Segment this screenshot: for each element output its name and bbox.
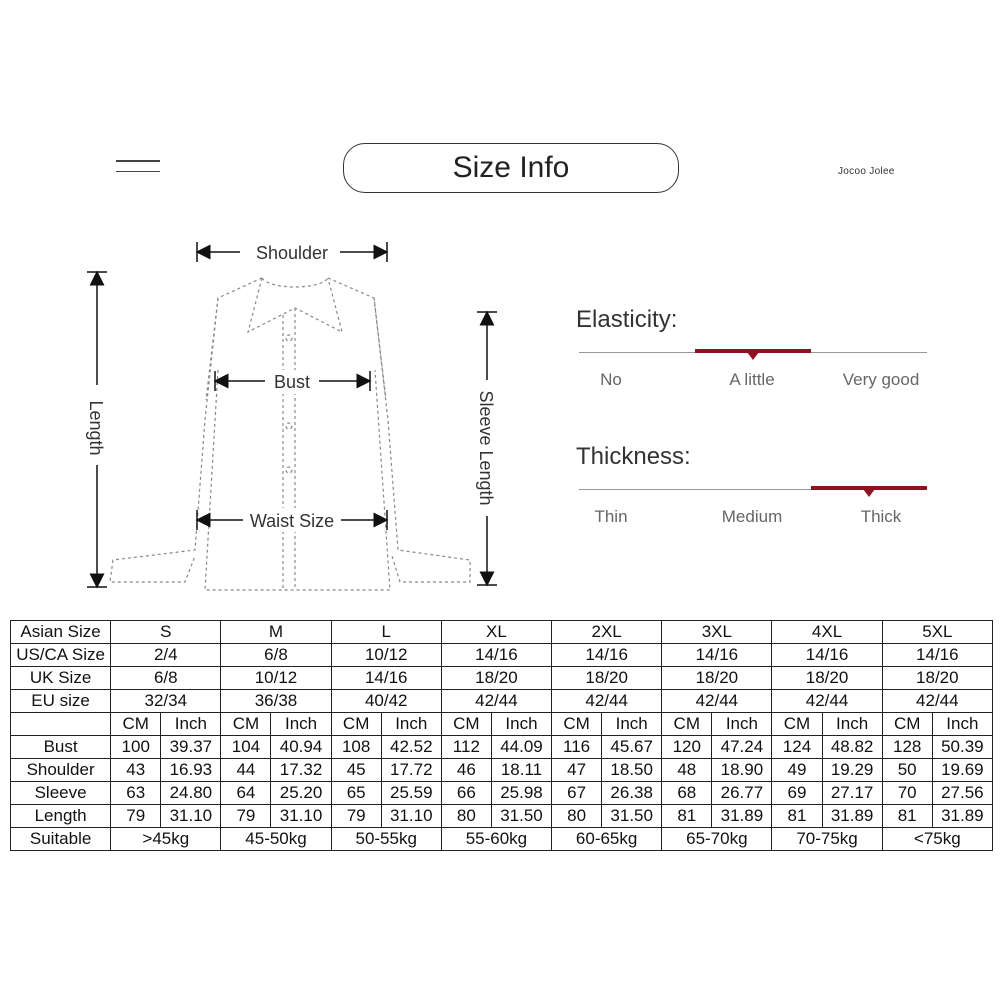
measure-cell: 31.50: [602, 805, 662, 828]
size-cell: S: [111, 621, 221, 644]
size-cell: 6/8: [221, 644, 331, 667]
unit-header-inch: Inch: [271, 713, 331, 736]
measure-cell: 27.17: [822, 782, 882, 805]
measure-cell: 19.29: [822, 759, 882, 782]
measure-cell: 104: [221, 736, 271, 759]
measure-cell: 116: [552, 736, 602, 759]
unit-header-cm: CM: [882, 713, 932, 736]
measure-cell: 44: [221, 759, 271, 782]
measure-cell: 108: [331, 736, 381, 759]
weight-cell: 50-55kg: [331, 828, 441, 851]
size-cell: 14/16: [331, 667, 441, 690]
row-header: Length: [11, 805, 111, 828]
elasticity-title: Elasticity:: [576, 306, 678, 333]
measure-cell: 31.10: [381, 805, 441, 828]
measure-cell: 18.90: [712, 759, 772, 782]
measure-cell: 42.52: [381, 736, 441, 759]
measure-cell: 80: [552, 805, 602, 828]
unit-header-inch: Inch: [491, 713, 551, 736]
table-row: [11, 828, 993, 851]
measure-cell: 68: [662, 782, 712, 805]
measure-cell: 44.09: [491, 736, 551, 759]
table-row: [11, 736, 993, 759]
measure-cell: 50.39: [932, 736, 992, 759]
size-cell: 18/20: [662, 667, 772, 690]
unit-header-inch: Inch: [602, 713, 662, 736]
measure-cell: 120: [662, 736, 712, 759]
size-cell: 18/20: [772, 667, 882, 690]
brand-name: Jocoo Jolee: [838, 166, 895, 177]
measure-cell: 27.56: [932, 782, 992, 805]
weight-cell: 65-70kg: [662, 828, 772, 851]
size-cell: 14/16: [552, 644, 662, 667]
measure-cell: 128: [882, 736, 932, 759]
size-cell: 40/42: [331, 690, 441, 713]
measure-cell: 17.72: [381, 759, 441, 782]
size-cell: 42/44: [552, 690, 662, 713]
elasticity-marker-icon: [747, 352, 759, 360]
measure-cell: 100: [111, 736, 161, 759]
size-cell: L: [331, 621, 441, 644]
size-cell: 10/12: [221, 667, 331, 690]
table-row: [11, 644, 993, 667]
unit-header-cm: CM: [221, 713, 271, 736]
measure-cell: 66: [441, 782, 491, 805]
shirt-measurement-diagram: [0, 220, 560, 600]
bust-label: Bust: [273, 372, 311, 392]
measure-cell: 50: [882, 759, 932, 782]
measure-cell: 26.77: [712, 782, 772, 805]
size-cell: M: [221, 621, 331, 644]
menu-icon: [116, 160, 160, 181]
size-cell: 3XL: [662, 621, 772, 644]
measure-cell: 79: [221, 805, 271, 828]
elasticity-option-very-good: Very good: [842, 370, 920, 389]
measure-cell: 81: [662, 805, 712, 828]
shirt-outline-icon: [110, 278, 470, 590]
measure-cell: 31.89: [712, 805, 772, 828]
shoulder-label: Shoulder: [255, 243, 329, 263]
size-cell: XL: [441, 621, 551, 644]
unit-header-cm: CM: [331, 713, 381, 736]
measure-cell: 81: [772, 805, 822, 828]
measure-cell: 31.89: [822, 805, 882, 828]
unit-header-inch: Inch: [381, 713, 441, 736]
unit-header-row: [11, 713, 993, 736]
unit-header-inch: Inch: [822, 713, 882, 736]
size-cell: 6/8: [111, 667, 221, 690]
size-chart-table: [10, 620, 993, 851]
unit-header-cm: CM: [552, 713, 602, 736]
size-cell: 14/16: [662, 644, 772, 667]
measure-cell: 26.38: [602, 782, 662, 805]
table-row: [11, 621, 993, 644]
size-cell: 42/44: [772, 690, 882, 713]
measure-cell: 31.10: [271, 805, 331, 828]
unit-header-cm: CM: [441, 713, 491, 736]
measure-cell: 46: [441, 759, 491, 782]
weight-cell: <75kg: [882, 828, 992, 851]
unit-header-cm: CM: [772, 713, 822, 736]
table-row: [11, 782, 993, 805]
measure-cell: 48.82: [822, 736, 882, 759]
measure-cell: 70: [882, 782, 932, 805]
measure-cell: 64: [221, 782, 271, 805]
empty-cell: [11, 713, 111, 736]
measure-cell: 49: [772, 759, 822, 782]
measure-cell: 18.11: [491, 759, 551, 782]
thickness-marker-icon: [863, 489, 875, 497]
unit-header-inch: Inch: [161, 713, 221, 736]
measure-cell: 31.50: [491, 805, 551, 828]
sleeve-length-label: Sleeve Length: [476, 390, 496, 506]
waist-label: Waist Size: [249, 511, 335, 531]
size-cell: 14/16: [772, 644, 882, 667]
thickness-option-thin: Thin: [594, 507, 628, 526]
measure-cell: 31.10: [161, 805, 221, 828]
measure-cell: 112: [441, 736, 491, 759]
row-header: Asian Size: [11, 621, 111, 644]
size-cell: 4XL: [772, 621, 882, 644]
size-cell: 42/44: [441, 690, 551, 713]
table-row: [11, 690, 993, 713]
measure-cell: 19.69: [932, 759, 992, 782]
measure-cell: 25.98: [491, 782, 551, 805]
thickness-option-thick: Thick: [860, 507, 902, 526]
table-row: [11, 667, 993, 690]
measure-cell: 79: [331, 805, 381, 828]
unit-header-cm: CM: [111, 713, 161, 736]
weight-cell: 70-75kg: [772, 828, 882, 851]
row-header: US/CA Size: [11, 644, 111, 667]
weight-cell: 60-65kg: [552, 828, 662, 851]
size-cell: 2/4: [111, 644, 221, 667]
measure-cell: 16.93: [161, 759, 221, 782]
measure-cell: 65: [331, 782, 381, 805]
size-cell: 5XL: [882, 621, 992, 644]
measure-cell: 79: [111, 805, 161, 828]
measure-cell: 47.24: [712, 736, 772, 759]
weight-cell: 55-60kg: [441, 828, 551, 851]
measure-cell: 45: [331, 759, 381, 782]
measure-cell: 24.80: [161, 782, 221, 805]
size-cell: 18/20: [882, 667, 992, 690]
table-row: [11, 805, 993, 828]
measure-cell: 47: [552, 759, 602, 782]
weight-cell: >45kg: [111, 828, 221, 851]
row-header: Suitable: [11, 828, 111, 851]
measure-cell: 39.37: [161, 736, 221, 759]
row-header: Shoulder: [11, 759, 111, 782]
size-cell: 42/44: [662, 690, 772, 713]
size-cell: 14/16: [882, 644, 992, 667]
measure-cell: 48: [662, 759, 712, 782]
measure-cell: 40.94: [271, 736, 331, 759]
row-header: EU size: [11, 690, 111, 713]
row-header: Sleeve: [11, 782, 111, 805]
measure-cell: 69: [772, 782, 822, 805]
thickness-option-medium: Medium: [721, 507, 783, 526]
measure-cell: 67: [552, 782, 602, 805]
table-row: [11, 759, 993, 782]
weight-cell: 45-50kg: [221, 828, 331, 851]
row-header: Bust: [11, 736, 111, 759]
thickness-title: Thickness:: [576, 443, 691, 470]
measure-cell: 25.59: [381, 782, 441, 805]
page-title: Size Info: [343, 143, 679, 193]
measure-cell: 18.50: [602, 759, 662, 782]
length-label: Length: [86, 400, 106, 456]
measure-cell: 43: [111, 759, 161, 782]
row-header: UK Size: [11, 667, 111, 690]
measure-cell: 17.32: [271, 759, 331, 782]
measure-cell: 80: [441, 805, 491, 828]
elasticity-option-a-little: A little: [729, 370, 775, 389]
measure-cell: 81: [882, 805, 932, 828]
size-cell: 42/44: [882, 690, 992, 713]
unit-header-cm: CM: [662, 713, 712, 736]
unit-header-inch: Inch: [932, 713, 992, 736]
measure-cell: 31.89: [932, 805, 992, 828]
size-cell: 18/20: [441, 667, 551, 690]
size-cell: 32/34: [111, 690, 221, 713]
size-cell: 14/16: [441, 644, 551, 667]
size-cell: 2XL: [552, 621, 662, 644]
measure-cell: 63: [111, 782, 161, 805]
measure-cell: 45.67: [602, 736, 662, 759]
measure-cell: 25.20: [271, 782, 331, 805]
measure-cell: 124: [772, 736, 822, 759]
size-cell: 18/20: [552, 667, 662, 690]
elasticity-option-no: No: [600, 370, 622, 389]
size-cell: 36/38: [221, 690, 331, 713]
unit-header-inch: Inch: [712, 713, 772, 736]
size-cell: 10/12: [331, 644, 441, 667]
